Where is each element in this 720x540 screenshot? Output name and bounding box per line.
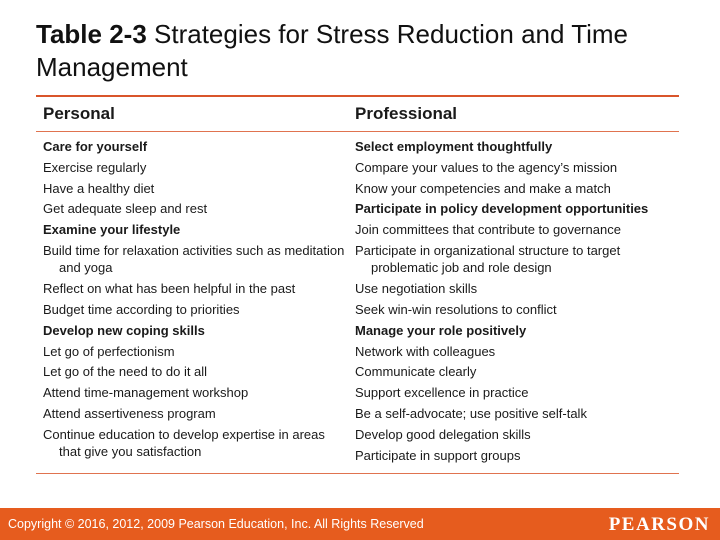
professional-list	[355, 138, 679, 464]
table-header-row	[36, 97, 679, 131]
list-item: Continue education to develop expertise in areas that give you satisfaction	[43, 426, 325, 460]
header-personal: Personal	[43, 104, 115, 123]
list-item: Communicate clearly	[355, 364, 477, 380]
list-item: Let go of the need to do it all	[43, 364, 208, 380]
list-item: Compare your values to the agency’s mission	[355, 159, 618, 175]
list-item: Have a healthy diet	[43, 180, 155, 196]
list-item: Know your competencies and make a match	[355, 180, 611, 196]
list-item: Build time for relaxation activities such as meditation and yoga	[43, 242, 345, 276]
list-item: Get adequate sleep and rest	[43, 201, 208, 217]
list-item: Seek win-win resolutions to conflict	[355, 301, 557, 317]
list-item: Develop good delegation skills	[355, 426, 531, 442]
list-item: Reflect on what has been helpful in the past	[43, 281, 296, 297]
list-item: Develop new coping skills	[43, 322, 205, 338]
title-text: Strategies for Stress Reduction and Time Management	[36, 19, 629, 82]
list-item: Care for yourself	[43, 139, 148, 154]
list-item: Participate in support groups	[355, 447, 521, 463]
list-item: Attend assertiveness program	[43, 405, 216, 421]
strategies-table	[36, 95, 679, 474]
list-item: Let go of perfectionism	[43, 343, 175, 359]
list-item: Attend time-management workshop	[43, 385, 249, 401]
page-title	[36, 18, 676, 84]
list-item: Be a self-advocate; use positive self-talk	[355, 405, 587, 421]
table-body-row	[36, 132, 679, 473]
personal-column	[36, 138, 348, 467]
list-item: Examine your lifestyle	[43, 222, 181, 238]
footer-bar	[0, 508, 720, 540]
list-item: Join committees that contribute to governance	[355, 222, 621, 238]
professional-column	[348, 138, 679, 467]
copyright-text: Copyright © 2016, 2012, 2009 Pearson Education, Inc. All Rights Reserved	[8, 517, 424, 531]
header-professional: Professional	[355, 104, 458, 123]
list-item: Manage your role positively	[355, 322, 527, 338]
list-item: Network with colleagues	[355, 343, 496, 359]
table-bottom-rule	[36, 473, 679, 474]
list-item: Exercise regularly	[43, 159, 147, 175]
personal-list	[43, 138, 348, 461]
pearson-logo: PEARSON	[608, 514, 710, 535]
list-item: Participate in policy development opportunities	[355, 201, 649, 217]
table-number: Table 2-3	[36, 19, 147, 49]
list-item: Budget time according to priorities	[43, 301, 240, 317]
list-item: Select employment thoughtfully	[355, 139, 553, 154]
list-item: Participate in organizational structure to target problematic job and role design	[355, 242, 621, 276]
list-item: Support excellence in practice	[355, 385, 529, 401]
list-item: Use negotiation skills	[355, 281, 478, 297]
